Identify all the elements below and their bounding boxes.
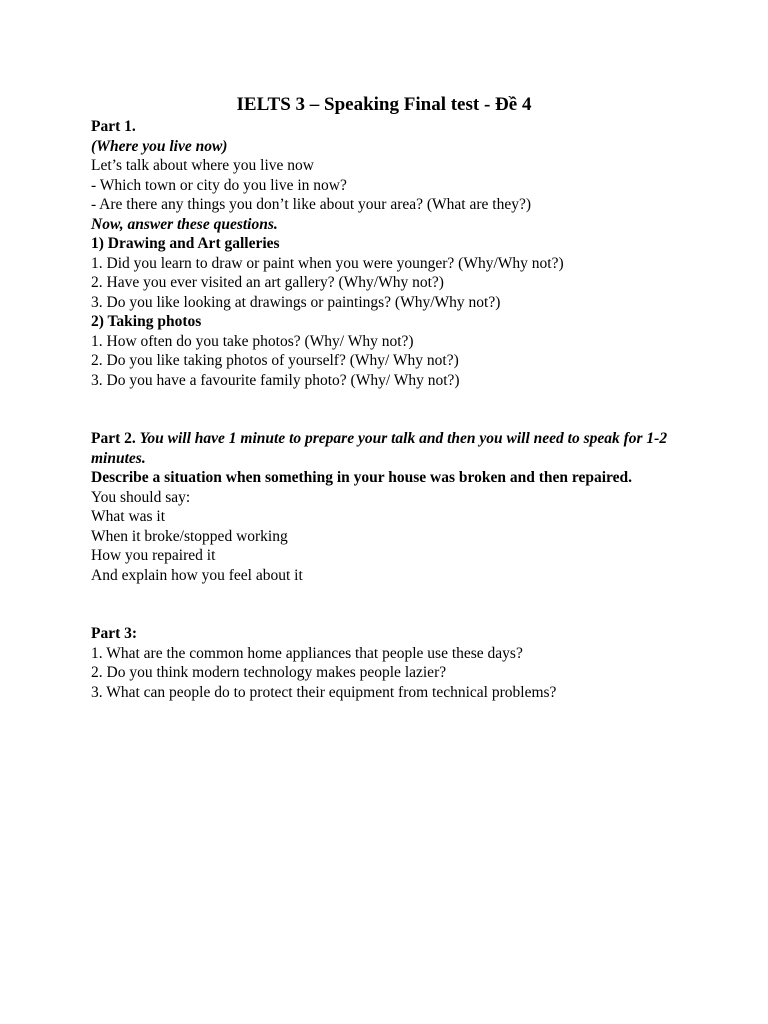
- part2-heading: Part 2.: [91, 430, 136, 447]
- part1-question: - Which town or city do you live in now?: [91, 176, 347, 194]
- part2-intro: [91, 429, 691, 468]
- section1-question: 2. Have you ever visited an art gallery? (Why/Why not?): [91, 274, 444, 291]
- part3-heading: Part 3:: [91, 625, 138, 642]
- part1-question: - Are there any things you don’t like about your area? (What are they?): [91, 196, 532, 213]
- part2-prompt: How you repaired it: [91, 547, 216, 564]
- part1-heading: Part 1.: [91, 118, 136, 135]
- part2-prompt: You should say:: [91, 488, 191, 506]
- part1-intro: Let’s talk about where you live now: [91, 157, 314, 174]
- section1-question: 3. Do you like looking at drawings or paintings? (Why/Why not?): [91, 293, 501, 311]
- part2-prompt: What was it: [91, 508, 166, 525]
- part3-question: 3. What can people do to protect their equipment from technical problems?: [91, 683, 557, 701]
- part3-question: 1. What are the common home appliances that people use these days?: [91, 644, 523, 662]
- part3-question: 2. Do you think modern technology makes people lazier?: [91, 664, 447, 681]
- part1-topic: (Where you live now): [91, 137, 228, 155]
- section2-heading: 2) Taking photos: [91, 313, 202, 330]
- page-title: IELTS 3 – Speaking Final test - Đề 4: [236, 94, 532, 115]
- document-body: [91, 117, 691, 702]
- section1-heading: 1) Drawing and Art galleries: [91, 235, 280, 252]
- part2-task: Describe a situation when something in your house was broken and then repaired.: [91, 469, 632, 486]
- section2-question: 2. Do you like taking photos of yourself? (Why/ Why not?): [91, 352, 459, 369]
- part2-instruction: You will have 1 minute to prepare your talk and then you will need to speak for 1-2 minutes.: [91, 430, 668, 467]
- section1-question: 1. Did you learn to draw or paint when you were younger? (Why/Why not?): [91, 254, 564, 272]
- spacer: [91, 390, 691, 429]
- part2-prompt: And explain how you feel about it: [91, 566, 303, 584]
- part1-transition: Now, answer these questions.: [91, 215, 278, 233]
- spacer: [91, 585, 691, 624]
- part2-prompt: When it broke/stopped working: [91, 527, 288, 545]
- section2-question: 1. How often do you take photos? (Why/ Why not?): [91, 332, 414, 350]
- section2-question: 3. Do you have a favourite family photo? (Why/ Why not?): [91, 371, 460, 389]
